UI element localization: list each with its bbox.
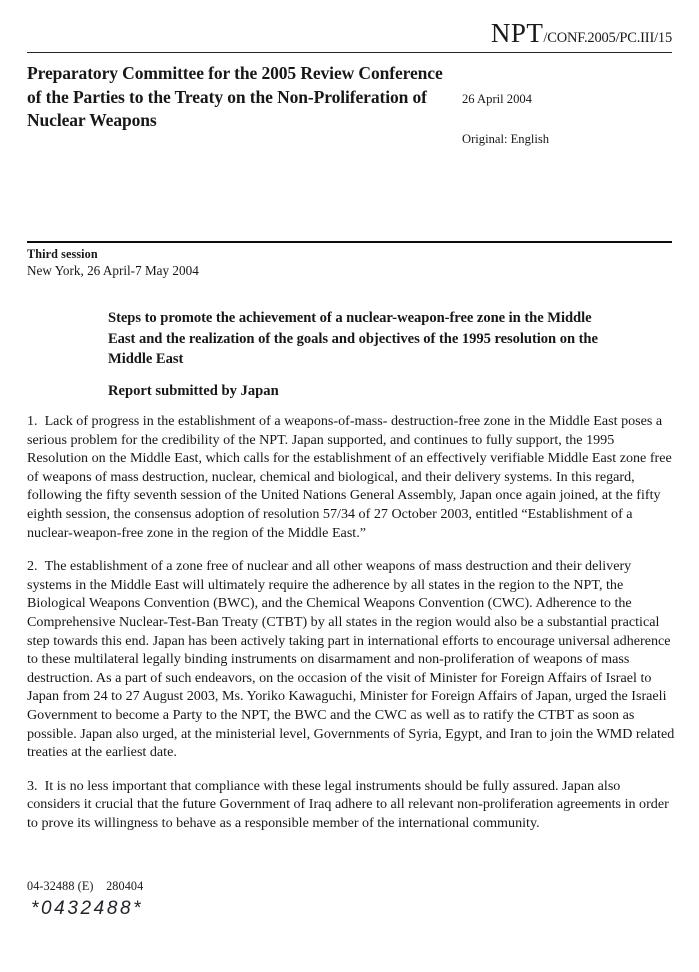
- session-place: New York, 26 April-7 May 2004: [27, 262, 199, 278]
- document-symbol-main: NPT: [490, 18, 544, 48]
- paragraph-3-number: 3.: [27, 777, 38, 794]
- paragraph-3: [27, 777, 675, 833]
- paragraph-2-number: 2.: [27, 558, 38, 575]
- document-body: [27, 412, 675, 847]
- document-symbol-suffix: /CONF.2005/PC.III/15: [543, 30, 672, 46]
- paragraph-2: [27, 557, 675, 762]
- header-rule-thin: [27, 52, 672, 53]
- paragraph-3-text: It is no less important that compliance with these legal instruments should be fully assured. Japan also considers it crucial that the future Government of Iraq adhere to all relevant non-proliferation agreements in order to prove its willingness to behave as a responsible member of the international community.: [27, 777, 669, 831]
- document-footer: [27, 879, 427, 920]
- session-block: [27, 246, 527, 279]
- masthead-title: Preparatory Committee for the 2005 Review Conference of the Parties to the Treaty on the Non-Proliferation of Nuclear Weapons: [27, 63, 443, 130]
- masthead-meta: [462, 91, 672, 148]
- paragraph-1-text: Lack of progress in the establishment of a weapons-of-mass- destruction-free zone in the Middle East poses a serious problem for the credibility of the NPT. Japan supported, and continues to fully support, the 1995 Resolution on the Middle East, which calls for the establishment of an effectively verifiable Middle East zone free of weapons of mass destruction, nuclear, chemical and biological, and their delivery systems. In this regard, following the fifty seventh session of the United Nations General Assembly, Japan once again joined, at the fifty eighth session, the consensus adoption of resolution 57/34 of 27 October 2003, entitled “Establishment of a nuclear-weapon-free zone in the region of the Middle East.”: [27, 413, 672, 541]
- paragraph-1-number: 1.: [27, 413, 38, 429]
- footer-barcode-text: *0432488*: [31, 898, 144, 919]
- paragraph-2-text: The establishment of a zone free of nuclear and all other weapons of mass destruction and their delivery systems in the Middle East will ultimately require the adherence by all states in the region to the NPT, the Biological Weapons Convention (BWC), and the Chemical Weapons Convention (CWC). Adherence to the Comprehensive Nuclear-Test-Ban Treaty (CTBT) by all states in the region would also be a substantial practical step towards this end. Japan has been actively taking part in international efforts to encourage universal adherence to these multilateral legally binding instruments on disarmament and non-proliferation of weapons of mass destruction. As a part of such endeavors, on the occasion of the visit of Minister for Foreign Affairs of Israel to Japan from 24 to 27 August 2003, Ms. Yoriko Kawaguchi, Minister for Foreign Affairs of Japan, urged the Israeli Government to become a Party to the NPT, the BWC and the CWC as well as to ratify the CTBT as soon as possible. Japan also urged, at the ministerial level, Governments of Syria, Egypt, and Iran to join the WMD related treaties at the earliest date.: [27, 558, 675, 761]
- session-rule-thick: [27, 241, 672, 243]
- original-language: Original: English: [462, 132, 550, 146]
- document-symbol: [491, 18, 672, 49]
- document-subheading: Report submitted by Japan: [108, 383, 279, 399]
- footer-job-number: 04-32488 (E) 280404: [27, 879, 144, 893]
- paragraph-1: [27, 412, 675, 542]
- session-name: Third session: [27, 247, 98, 261]
- document-heading: Steps to promote the achievement of a nuclear-weapon-free zone in the Middle East and the realization of the goals and objectives of the 1995 resolution on the Middle East: [108, 310, 598, 367]
- document-date: 26 April 2004: [462, 92, 532, 106]
